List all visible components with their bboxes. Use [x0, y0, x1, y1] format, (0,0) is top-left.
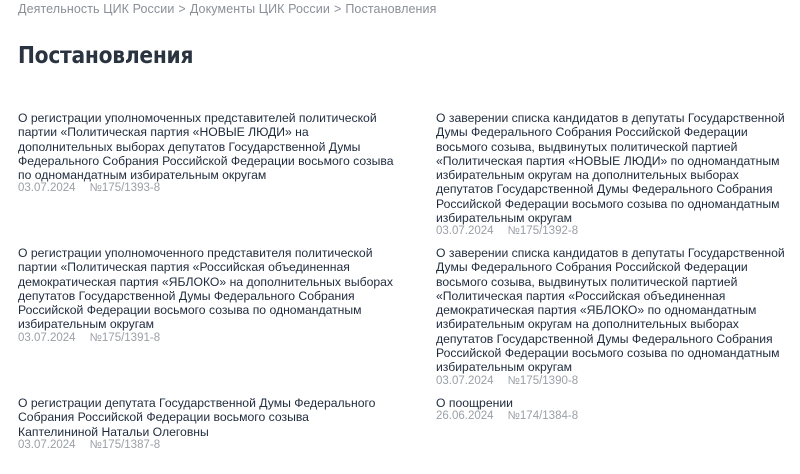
document-title-link[interactable]: О заверении списка кандидатов в депутаты Государственной Думы Федерального Собрания Российской Федерации восьмого созыва, выдвинутых политической партией «Политическая партия «НОВЫЕ ЛЮДИ» по одномандатным избирательным округам на дополнительных выборах депутатов Государственной Думы Федерального Собрания Российской Федерации восьмого созыва по одномандатным избирательным округам [436, 111, 785, 226]
document-meta [436, 225, 786, 238]
document-title-link[interactable]: О регистрации уполномоченного представителя политической партии «Политическая партия «Российская объединенная демократическая партия «ЯБЛОКО» на дополнительных выборах депутатов Государственной Думы Федерального Собрания Российской Федерации восьмого созыва по одномандатным избирательным округам [18, 246, 394, 332]
document-item [436, 396, 786, 423]
document-title-link[interactable]: О регистрации уполномоченных представителей политической партии «Политическая партия «НОВЫЕ ЛЮДИ» на дополнительных выборах депутатов Государственной Думы Федерального Собрания Российской Федерации восьмого созыва по одномандатным избирательным округам [18, 111, 394, 183]
document-item [18, 111, 403, 195]
document-item [436, 111, 786, 238]
document-date: 03.07.2024 [436, 225, 494, 238]
document-meta [436, 410, 786, 423]
document-number: №175/1392-8 [507, 225, 579, 238]
document-date: 03.07.2024 [18, 438, 76, 451]
document-title-link[interactable]: О заверении списка кандидатов в депутаты Государственной Думы Федерального Собрания Российской Федерации восьмого созыва, выдвинутых политической партией «Политическая партия «Российская объединенная демократическая партия «ЯБЛОКО» по одномандатным избирательным округам на дополнительных выборах депутатов Государственной Думы Федерального Собрания Российской Федерации восьмого созыва по одномандатным избирательным округам [436, 246, 785, 375]
document-date: 03.07.2024 [18, 182, 76, 195]
page-title: Постановления [18, 43, 194, 69]
breadcrumb [18, 2, 436, 16]
document-number: №175/1387-8 [89, 438, 161, 451]
document-title-link[interactable]: О поощрении [436, 396, 513, 410]
document-item [18, 396, 388, 452]
breadcrumb-separator: > [333, 2, 342, 16]
document-number: №175/1391-8 [89, 331, 161, 344]
breadcrumb-link-documents[interactable]: Документы ЦИК России [189, 2, 330, 16]
document-meta [18, 439, 388, 452]
breadcrumb-current: Постановления [345, 2, 437, 16]
document-meta [18, 182, 403, 195]
document-number: №174/1384-8 [507, 410, 579, 423]
document-item [18, 246, 403, 345]
document-meta [436, 375, 786, 388]
document-meta [18, 332, 403, 345]
document-date: 03.07.2024 [18, 331, 76, 344]
document-number: №175/1390-8 [507, 374, 579, 387]
breadcrumb-link-activity[interactable]: Деятельность ЦИК России [18, 2, 175, 16]
document-number: №175/1393-8 [89, 182, 161, 195]
document-title-link[interactable]: О регистрации депутата Государственной Думы Федерального Собрания Российской Федерации восьмого созыва Каптелининой Натальи Олеговны [18, 396, 376, 439]
document-date: 26.06.2024 [436, 410, 494, 423]
document-date: 03.07.2024 [436, 374, 494, 387]
document-item [436, 246, 786, 388]
breadcrumb-separator: > [178, 2, 186, 16]
